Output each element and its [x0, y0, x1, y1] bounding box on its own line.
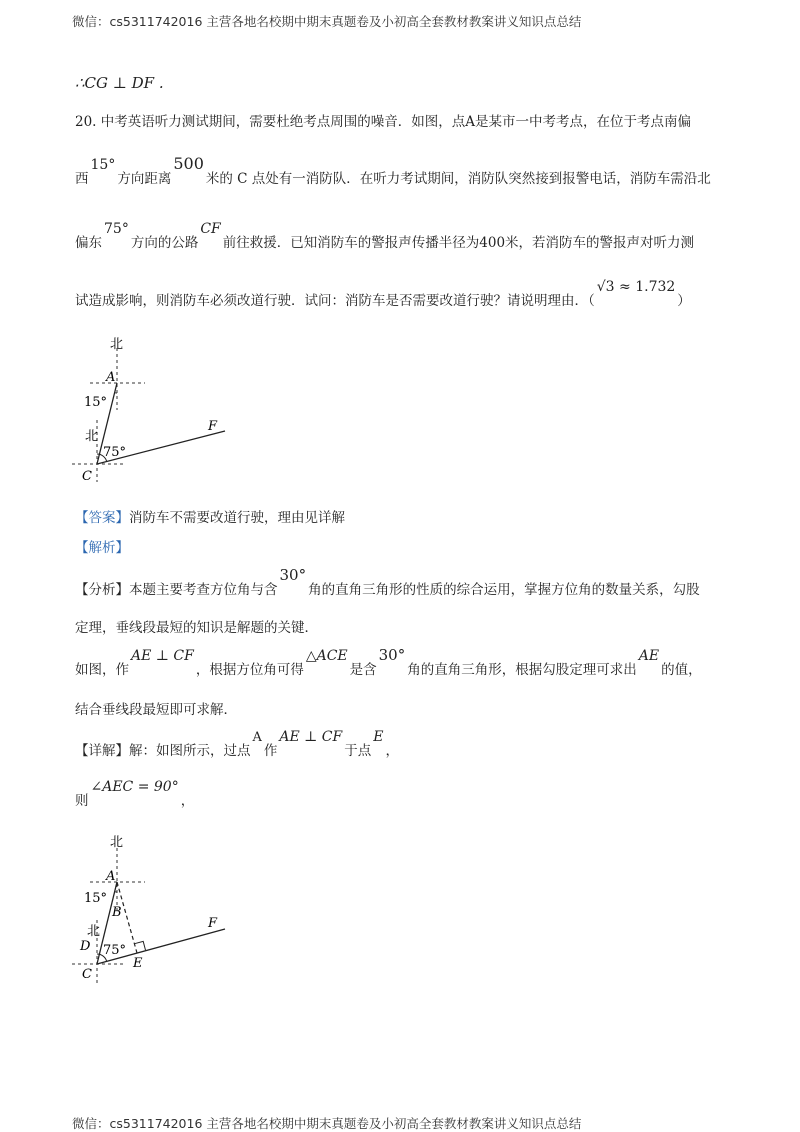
page-footer: 微信：cs5311742016 主营各地名校期中期末真题卷及小初高全套教材教案讲义知识点总结 [72, 1116, 582, 1131]
label-d: D [80, 939, 91, 954]
problem-line-3: 偏东75°方向的公路CF前往救援．已知消防车的警报声传播半径为400米，若消防车的警报声对听力测 [75, 221, 695, 251]
label-angle-75: 75° [103, 943, 127, 958]
label-a: A [106, 869, 116, 884]
label-c: C [82, 967, 92, 982]
label-angle-15: 15° [84, 395, 108, 410]
label-north-mid: 北 [87, 924, 101, 939]
label-angle-75: 75° [103, 445, 127, 460]
label-f: F [208, 419, 218, 434]
detail-line-2: 则∠AEC = 90°， [75, 779, 195, 809]
label-a: A [106, 370, 116, 385]
detail-line-1: 【详解】解：如图所示，过点A作AE ⊥ CF于点E， [75, 729, 399, 759]
label-e: E [133, 956, 143, 971]
fenxi-line-1: 【分析】本题主要考查方位角与含30°角的直角三角形的性质的综合运用，掌握方位角的数量关系，勾股 [75, 566, 700, 598]
page-header: 微信：cs5311742016 主营各地名校期中期末真题卷及小初高全套教材教案讲义知识点总结 [72, 14, 582, 29]
previous-conclusion: ∴CG ⊥ DF . [75, 74, 164, 92]
fenxi-line-2: 定理，垂线段最短的知识是解题的关键． [75, 620, 318, 636]
analysis-tag: 【解析】 [75, 540, 129, 556]
label-f: F [208, 916, 218, 931]
label-north-top: 北 [110, 337, 124, 352]
label-north-mid: 北 [85, 429, 99, 444]
answer-line: 【答案】消防车不需要改道行驶，理由见详解 [75, 510, 345, 526]
problem-line-4: 试造成影响，则消防车必须改道行驶．试问：消防车是否需要改道行驶？请说明理由．（√3 ≈ 1.732） [75, 279, 691, 309]
label-c: C [82, 469, 92, 484]
figure-2 [60, 828, 260, 993]
label-angle-15: 15° [84, 891, 108, 906]
label-b: B [112, 905, 122, 920]
problem-line-2: 西15°方向距离500米的 C 点处有一消防队．在听力考试期间，消防队突然接到报警电话，消防车需沿北 [75, 154, 711, 187]
label-north-top: 北 [110, 835, 124, 850]
problem-line-1: 20. 中考英语听力测试期间，需要杜绝考点周围的噪音．如图，点A是某市一中考考点，在位于考点南偏 [75, 114, 692, 130]
fenxi-line-4: 结合垂线段最短即可求解． [75, 702, 237, 718]
fenxi-line-3: 如图，作AE ⊥ CF，根据方位角可得△ACE是含30°角的直角三角形，根据勾股定理可求出AE的值， [75, 646, 702, 678]
right-angle-mark-e [135, 941, 146, 950]
figure-1 [60, 330, 260, 490]
